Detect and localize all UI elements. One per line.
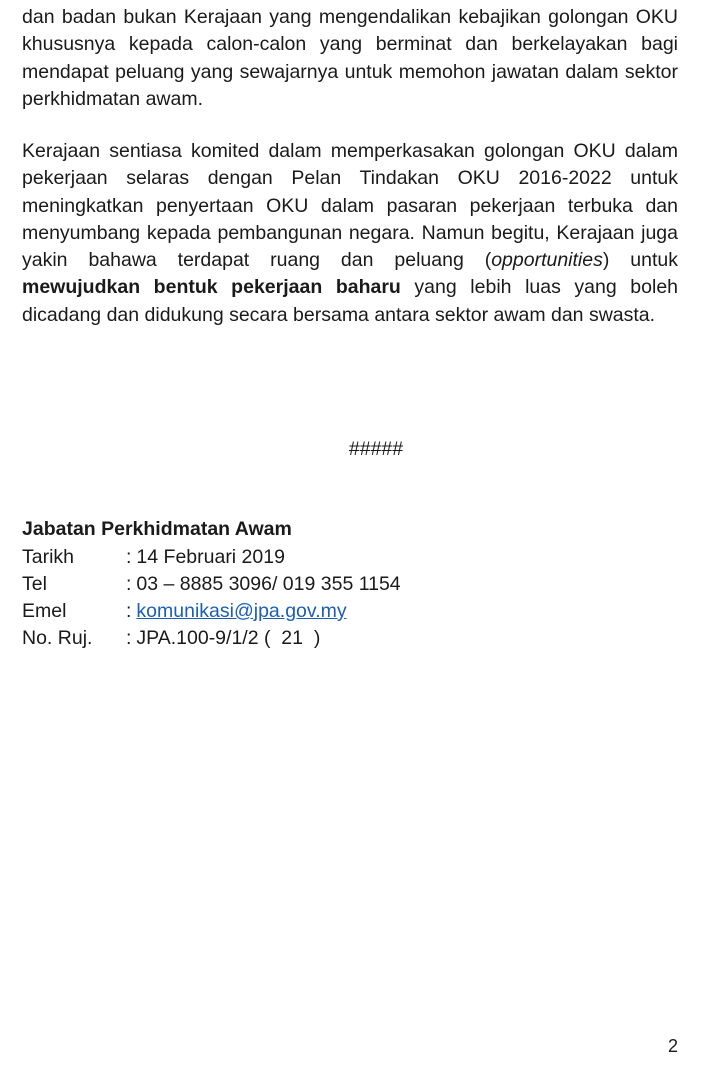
body-paragraph: dan badan bukan Kerajaan yang mengendalikan kebajikan golongan OKU khususnya kepada calon-calon yang berminat dan berkelayakan bagi mendapat peluang yang sewajarnya untuk memohon jawatan dalam sektor perkhidmatan awam.: [22, 6, 678, 110]
info-value: JPA.100-9/1/2 ( 21 ): [136, 627, 321, 649]
info-row-reference: [22, 625, 401, 652]
info-colon: :: [126, 600, 132, 622]
email-link[interactable]: komunikasi@jpa.gov.my: [136, 600, 347, 622]
organization-name: Jabatan Perkhidmatan Awam: [22, 518, 292, 540]
section-separator: #####: [348, 438, 404, 460]
info-colon: :: [126, 573, 132, 595]
info-row-email: [22, 598, 401, 625]
italic-term: opportunities: [491, 249, 603, 272]
page-number: 2: [667, 1036, 678, 1056]
paragraph-text: yang lebih luas yang boleh dicadang dan didukung secara bersama antara sektor awam dan swasta.: [22, 276, 679, 326]
info-label: Tel: [22, 573, 47, 595]
info-colon: :: [126, 546, 132, 568]
info-colon: :: [126, 627, 132, 649]
paragraph-text: ) untuk: [602, 249, 678, 272]
info-row-phone: [22, 571, 401, 598]
info-row-date: [22, 544, 401, 571]
paragraph-text: Kerajaan sentiasa komited dalam memperkasakan golongan OKU dalam pekerjaan selaras dengan Pelan Tindakan OKU 2016-2022 untuk meningkatkan penyertaan OKU dalam pasaran pekerjaan terbuka dan menyumbang kepada pembangunan negara. Namun begitu, Kerajaan juga yakin bahawa terdapat ruang dan peluang (: [22, 140, 678, 272]
info-value: [136, 598, 346, 625]
bold-phrase: mewujudkan bentuk pekerjaan baharu: [22, 276, 401, 299]
info-label: Tarikh: [22, 546, 75, 568]
info-value: 03 – 8885 3096/ 019 355 1154: [136, 573, 401, 595]
info-label: No. Ruj.: [22, 627, 93, 649]
body-paragraph: [22, 138, 678, 329]
info-value: 14 Februari 2019: [136, 546, 285, 568]
signature-block: [22, 516, 401, 652]
info-label: Emel: [22, 600, 67, 622]
